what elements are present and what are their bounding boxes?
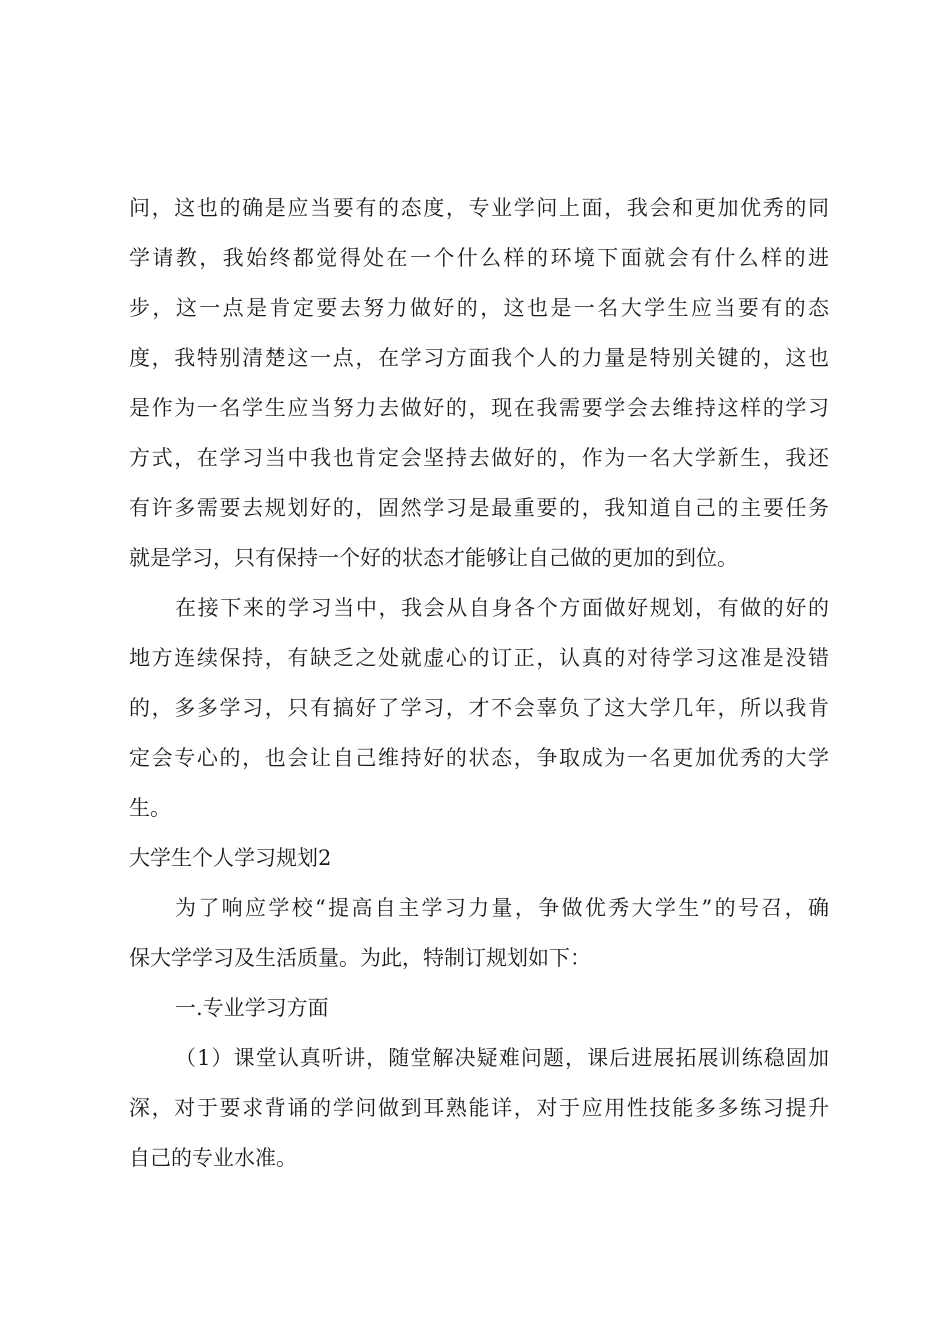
paragraph-2-line-1: 在接下来的学习当中，我会从自身各个方面做好规划，有做的好的	[175, 596, 829, 620]
paragraph-1-line-1: 问，这也的确是应当要有的态度，专业学问上面，我会和更加优秀的同	[129, 196, 829, 220]
paragraph-2-line-4: 定会专心的，也会让自己维持好的状态，争取成为一名更加优秀的大学	[129, 746, 829, 770]
paragraph-1-line-3: 步，这一点是肯定要去努力做好的，这也是一名大学生应当要有的态	[129, 296, 829, 320]
paragraph-2-line-2: 地方连续保持，有缺乏之处就虚心的订正，认真的对待学习这准是没错	[129, 646, 829, 670]
paragraph-1-line-7: 有许多需要去规划好的，固然学习是最重要的，我知道自己的主要任务	[129, 496, 829, 520]
paragraph-3-line-1: 为了响应学校“提高自主学习力量，争做优秀大学生”的号召，确	[175, 896, 829, 920]
paragraph-1-line-8: 就是学习，只有保持一个好的状态才能够让自己做的更加的到位。	[129, 546, 738, 570]
paragraph-1-line-5: 是作为一名学生应当努力去做好的，现在我需要学会去维持这样的学习	[129, 396, 829, 420]
paragraph-4-line-3: 自己的专业水准。	[129, 1146, 297, 1170]
section-heading: 大学生个人学习规划2	[129, 846, 332, 870]
paragraph-2-line-3: 的，多多学习，只有搞好了学习，才不会辜负了这大学几年，所以我肯	[129, 696, 829, 720]
paragraph-1-line-6: 方式，在学习当中我也肯定会坚持去做好的，作为一名大学新生，我还	[129, 446, 829, 470]
paragraph-2-line-5: 生。	[129, 796, 171, 820]
paragraph-1-line-4: 度，我特别清楚这一点，在学习方面我个人的力量是特别关键的，这也	[129, 346, 829, 370]
subsection-heading: 一.专业学习方面	[175, 996, 329, 1020]
paragraph-4-line-1: （1）课堂认真听讲，随堂解决疑难问题，课后进展拓展训练稳固加	[175, 1046, 829, 1070]
paragraph-3-line-2: 保大学学习及生活质量。为此，特制订规划如下：	[129, 946, 591, 970]
paragraph-4-line-2: 深，对于要求背诵的学问做到耳熟能详，对于应用性技能多多练习提升	[129, 1096, 829, 1120]
paragraph-1-line-2: 学请教，我始终都觉得处在一个什么样的环境下面就会有什么样的进	[129, 246, 829, 270]
